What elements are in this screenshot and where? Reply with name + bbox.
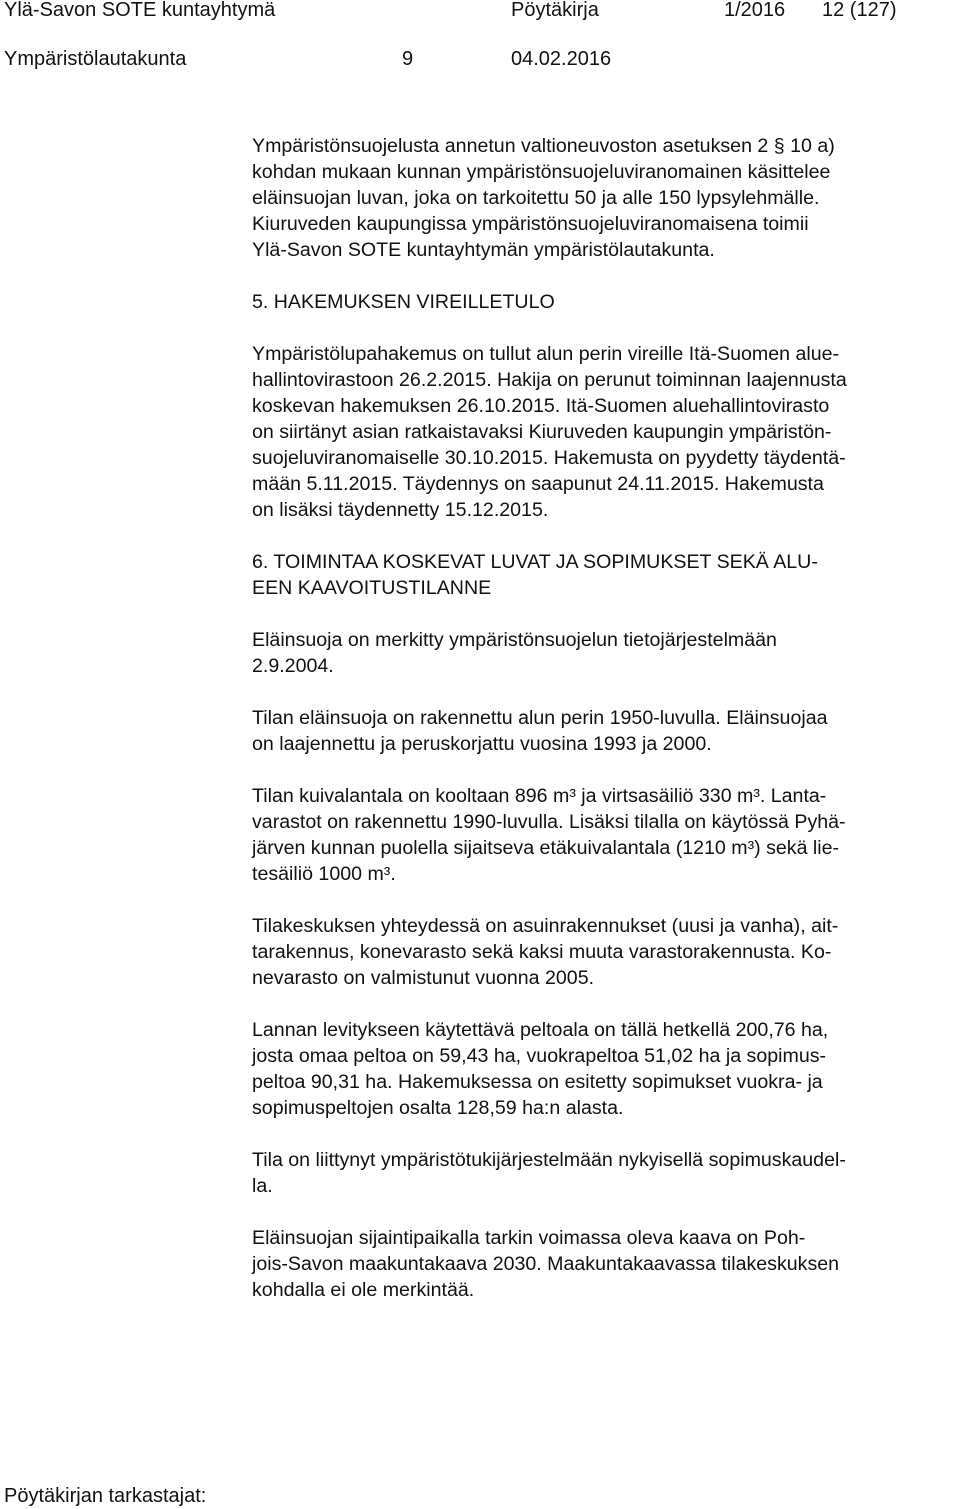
text-line: nevarasto on valmistunut vuonna 2005. (252, 967, 595, 989)
text-line: 2.9.2004. (252, 655, 334, 677)
text-line: Kiuruveden kaupungissa ympäristönsuojeluviranomaisena toimii (252, 213, 809, 235)
paragraph-registry (252, 627, 958, 679)
paragraph-construction (252, 705, 958, 757)
text-line: sopimuspeltojen osalta 128,59 ha:n alasta. (252, 1097, 624, 1119)
text-line: on lisäksi täydennetty 15.12.2015. (252, 499, 549, 521)
text-line: Eläinsuoja on merkitty ympäristönsuojelun tietojärjestelmään (252, 629, 777, 651)
text-line: Ympäristönsuojelusta annetun valtioneuvoston asetuksen 2 § 10 a) (252, 135, 835, 157)
paragraph-heading-5 (252, 289, 958, 315)
text-line: suojeluviranomaiselle 30.10.2015. Hakemusta on pyydetty täydentä- (252, 447, 846, 469)
text-line: jois-Savon maakuntakaava 2030. Maakuntakaavassa tilakeskuksen (252, 1253, 840, 1275)
text-line: varastot on rakennettu 1990-luvulla. Lisäksi tilalla on käytössä Pyhä- (252, 811, 846, 833)
text-line: eläinsuojan luvan, joka on tarkoitettu 50 ja alle 150 lypsylehmälle. (252, 187, 820, 209)
text-line: Eläinsuojan sijaintipaikalla tarkin voimassa oleva kaava on Poh- (252, 1227, 806, 1249)
paragraph-buildings (252, 913, 958, 991)
text-line: tesäiliö 1000 m³. (252, 863, 396, 885)
header-meeting-date: 04.02.2016 (511, 48, 612, 70)
paragraph-spreading-area (252, 1017, 958, 1121)
text-line: hallintovirastoon 26.2.2015. Hakija on perunut toiminnan laajennusta (252, 369, 847, 391)
paragraph-heading-6 (252, 549, 958, 601)
header-document-type: Pöytäkirja (511, 0, 599, 21)
header-document-number: 1/2016 (724, 0, 786, 21)
text-line: on siirtänyt asian ratkaistavaksi Kiuruveden kaupungin ympäristön- (252, 421, 832, 443)
text-line: Tilakeskuksen yhteydessä on asuinrakennukset (uusi ja vanha), ait- (252, 915, 839, 937)
paragraph-zoning (252, 1225, 958, 1303)
paragraph-legal-basis (252, 133, 958, 263)
text-line: tarakennus, konevarasto sekä kaksi muuta varastorakennusta. Ko- (252, 941, 832, 963)
page-header (0, 0, 960, 80)
text-line: peltoa 90,31 ha. Hakemuksessa on esitetty sopimukset vuokra- ja (252, 1071, 823, 1093)
text-line: on laajennettu ja peruskorjattu vuosina 1993 ja 2000. (252, 733, 712, 755)
text-line: Tilan kuivalantala on kooltaan 896 m³ ja virtsasäiliö 330 m³. Lanta- (252, 785, 827, 807)
header-organization: Ylä-Savon SOTE kuntayhtymä (4, 0, 276, 21)
text-line: la. (252, 1175, 273, 1197)
text-line: Ympäristölupahakemus on tullut alun perin vireille Itä-Suomen alue- (252, 343, 840, 365)
header-page-number: 12 (127) (822, 0, 897, 21)
text-line: kohdalla ei ole merkintää. (252, 1279, 475, 1301)
text-line: koskevan hakemuksen 26.10.2015. Itä-Suomen aluehallintovirasto (252, 395, 830, 417)
paragraph-application-history (252, 341, 958, 523)
text-line: Lannan levitykseen käytettävä peltoala on tällä hetkellä 200,76 ha, (252, 1019, 829, 1041)
text-line: Tila on liittynyt ympäristötukijärjestelmään nykyisellä sopimuskaudel- (252, 1149, 846, 1171)
text-line: mään 5.11.2015. Täydennys on saapunut 24.11.2015. Hakemusta (252, 473, 824, 495)
paragraph-manure-storage (252, 783, 958, 887)
text-line: Ylä-Savon SOTE kuntayhtymän ympäristölautakunta. (252, 239, 715, 261)
document-body (252, 133, 958, 1329)
text-line: josta omaa peltoa on 59,43 ha, vuokrapeltoa 51,02 ha ja sopimus- (252, 1045, 827, 1067)
text-line: kohdan mukaan kunnan ympäristönsuojeluviranomainen käsittelee (252, 161, 831, 183)
header-section-number: 9 (402, 48, 414, 70)
text-line: järven kunnan puolella sijaitseva etäkuivalantala (1210 m³) sekä lie- (252, 837, 840, 859)
footer-label: Pöytäkirjan tarkastajat: (4, 1485, 207, 1507)
text-line: 5. HAKEMUKSEN VIREILLETULO (252, 291, 555, 313)
text-line: Tilan eläinsuoja on rakennettu alun perin 1950-luvulla. Eläinsuojaa (252, 707, 828, 729)
paragraph-environmental-support (252, 1147, 958, 1199)
text-line: 6. TOIMINTAA KOSKEVAT LUVAT JA SOPIMUKSET SEKÄ ALU- (252, 551, 818, 573)
header-board: Ympäristölautakunta (4, 48, 187, 70)
text-line: EEN KAAVOITUSTILANNE (252, 577, 492, 599)
